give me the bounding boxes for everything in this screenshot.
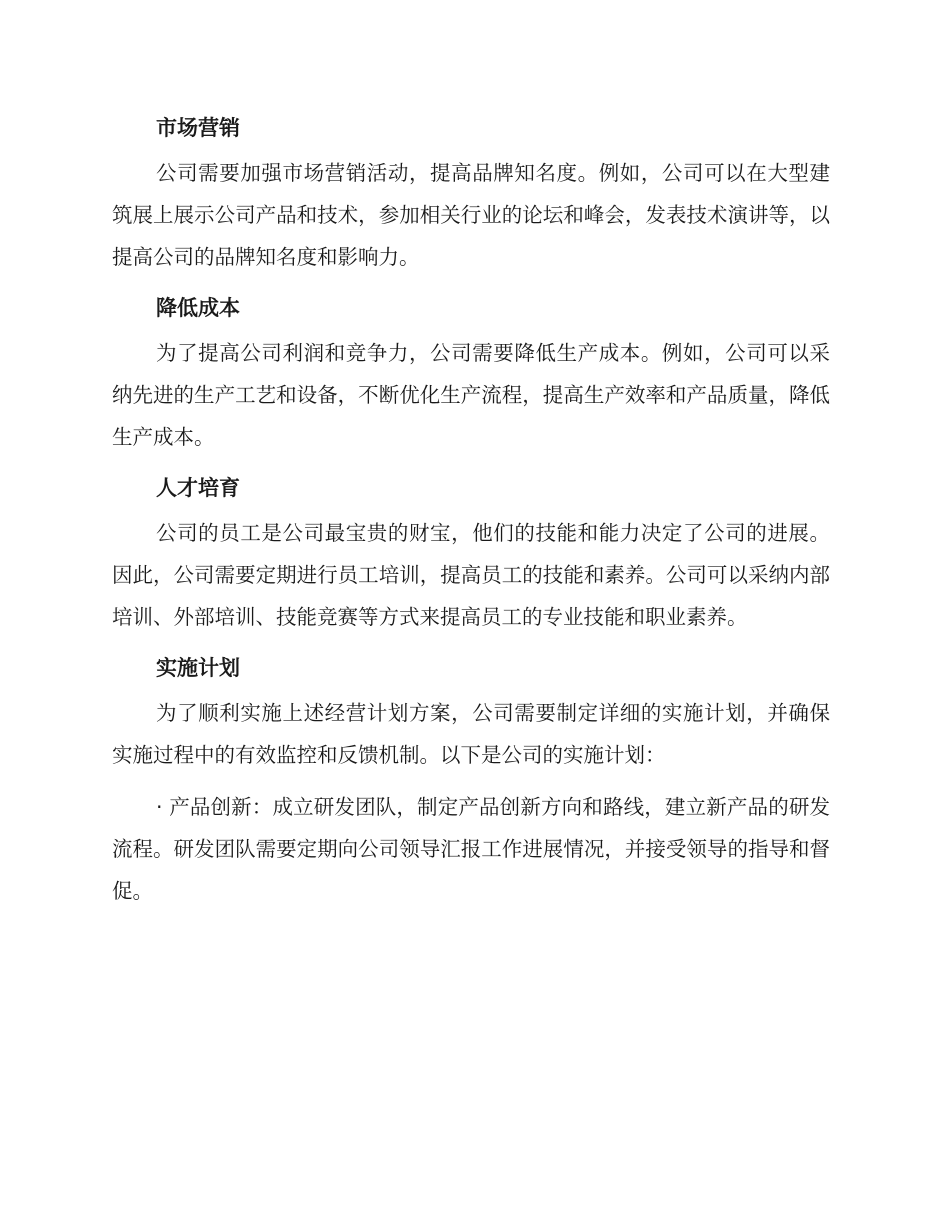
paragraph: 公司需要加强市场营销活动，提高品牌知名度。例如，公司可以在大型建筑展上展示公司产品和技术，参加相关行业的论坛和峰会，发表技术演讲等，以提高公司的品牌知名度和影响力。 <box>112 161 830 269</box>
section-heading: 降低成本 <box>156 296 240 320</box>
section-heading: 人才培育 <box>156 476 240 500</box>
paragraph: 为了顺利实施上述经营计划方案，公司需要制定详细的实施计划，并确保实施过程中的有效监控和反馈机制。以下是公司的实施计划： <box>112 701 830 767</box>
paragraph: 公司的员工是公司最宝贵的财宝，他们的技能和能力决定了公司的进展。因此，公司需要定期进行员工培训，提高员工的技能和素养。公司可以采纳内部培训、外部培训、技能竞赛等方式来提高员工的专业技能和职业素养。 <box>112 521 830 629</box>
section-marketing <box>112 108 830 278</box>
section-heading: 实施计划 <box>156 656 240 680</box>
section-heading: 市场营销 <box>156 116 240 140</box>
section-talent-development <box>112 468 830 638</box>
paragraph: 为了提高公司利润和竞争力，公司需要降低生产成本。例如，公司可以采纳先进的生产工艺和设备，不断优化生产流程，提高生产效率和产品质量，降低生产成本。 <box>112 341 830 449</box>
document-page <box>112 108 830 922</box>
section-cost-reduction <box>112 288 830 458</box>
section-implementation-plan <box>112 648 830 912</box>
bullet-paragraph: · 产品创新：成立研发团队，制定产品创新方向和路线，建立新产品的研发流程。研发团队需要定期向公司领导汇报工作进展情况，并接受领导的指导和督促。 <box>112 795 830 903</box>
